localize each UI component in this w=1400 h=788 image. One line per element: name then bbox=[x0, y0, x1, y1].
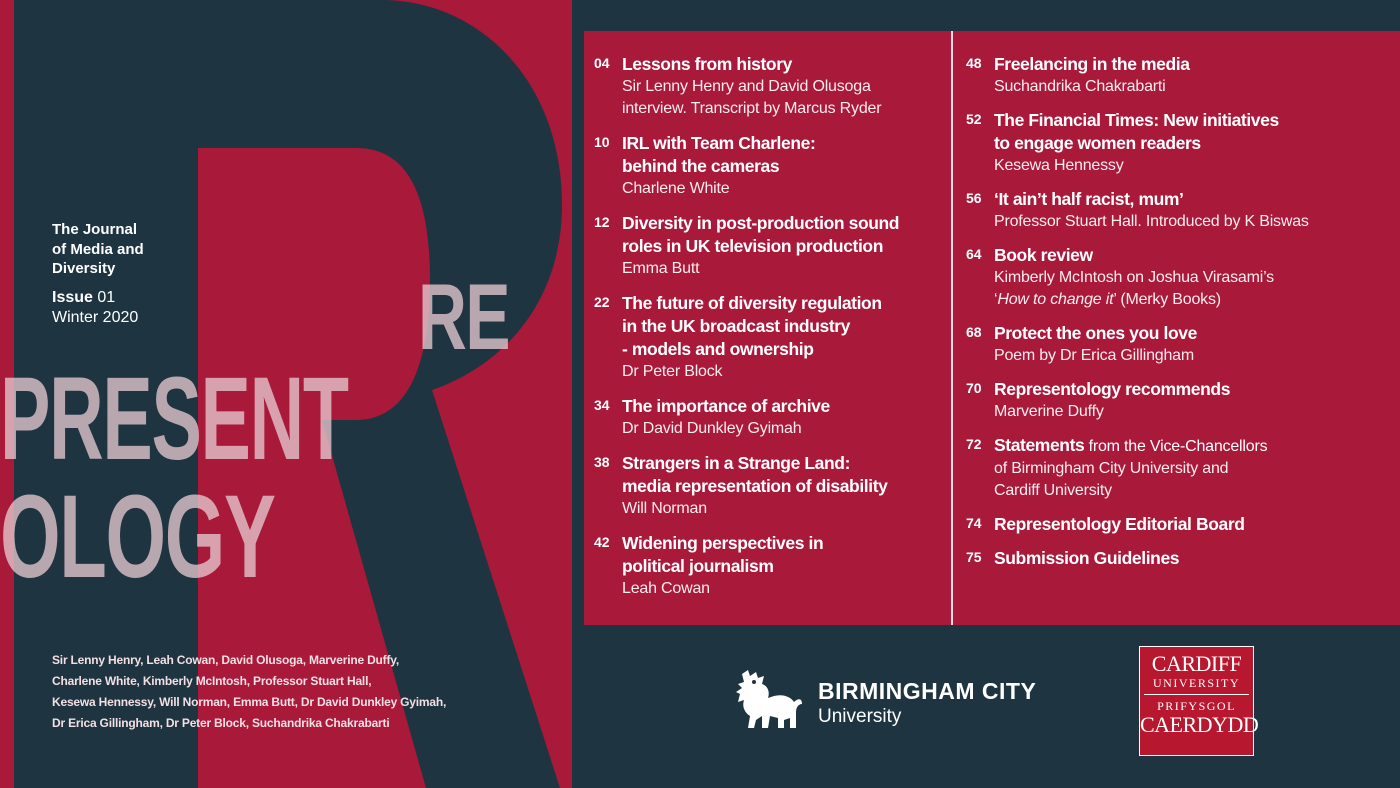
contents-entry[interactable] bbox=[966, 513, 1396, 536]
entry-author: Sir Lenny Henry and David Olusoga bbox=[622, 78, 871, 95]
author-line: Kesewa Hennessy, Will Norman, Emma Butt, Dr David Dunkley Gyimah, bbox=[52, 695, 447, 709]
entry-author: Kesewa Hennessy bbox=[994, 157, 1124, 174]
contents-entry[interactable] bbox=[594, 53, 946, 120]
page-number: 72 bbox=[966, 436, 982, 452]
issue-season: Winter 2020 bbox=[52, 309, 139, 326]
entry-title: ‘It ain’t half racist, mum’ bbox=[994, 189, 1184, 209]
table-of-contents bbox=[584, 31, 1400, 625]
entry-author: Leah Cowan bbox=[622, 580, 710, 597]
contents-entry[interactable] bbox=[966, 109, 1396, 177]
lion-icon bbox=[734, 668, 804, 734]
bcu-name: BIRMINGHAM CITY bbox=[818, 678, 1037, 704]
page-number: 70 bbox=[966, 380, 982, 396]
entry-author: interview. Transcript by Marcus Ryder bbox=[622, 100, 882, 117]
contents-entry[interactable] bbox=[594, 452, 946, 520]
issue-label: Issue bbox=[52, 289, 93, 306]
contents-entry[interactable] bbox=[594, 532, 946, 600]
entry-author: Cardiff University bbox=[994, 482, 1112, 499]
contents-entry[interactable] bbox=[594, 395, 946, 440]
title-re: RE bbox=[418, 264, 510, 369]
entry-title: Book review bbox=[994, 245, 1093, 265]
contents-column-right bbox=[966, 53, 1396, 581]
cardiff-rule bbox=[1144, 694, 1249, 695]
page-number: 75 bbox=[966, 549, 982, 565]
contents-entry[interactable] bbox=[966, 244, 1396, 311]
page-number: 34 bbox=[594, 397, 610, 413]
entry-title bbox=[994, 434, 1396, 458]
author-line: Charlene White, Kimberly McIntosh, Professor Stuart Hall, bbox=[52, 674, 372, 688]
entry-author: Kimberly McIntosh on Joshua Virasami’s bbox=[994, 269, 1274, 286]
entry-title: Diversity in post-production sound bbox=[622, 213, 900, 233]
entry-title: The future of diversity regulation bbox=[622, 293, 882, 313]
title-ology: OLOGY bbox=[0, 471, 275, 603]
entry-title-rest: from the Vice-Chancellors bbox=[1084, 438, 1268, 455]
contents-entry[interactable] bbox=[966, 322, 1396, 367]
journal-subtitle bbox=[52, 220, 144, 279]
entry-title: media representation of disability bbox=[622, 476, 888, 496]
entry-title: Lessons from history bbox=[622, 54, 792, 74]
birmingham-city-university-logo bbox=[734, 668, 1064, 734]
journal-line: Diversity bbox=[52, 260, 116, 277]
cardiff-line: PRIFYSGOL bbox=[1157, 699, 1236, 713]
contents-entry[interactable] bbox=[594, 212, 946, 280]
cardiff-line: CAERDYDD bbox=[1140, 712, 1259, 737]
issue-info bbox=[52, 288, 138, 328]
issue-number: 01 bbox=[97, 289, 116, 306]
author-line: Sir Lenny Henry, Leah Cowan, David Olusoga, Marverine Duffy, bbox=[52, 653, 399, 667]
page-number: 10 bbox=[594, 134, 610, 150]
entry-title: The Financial Times: New initiatives bbox=[994, 110, 1279, 130]
entry-title: political journalism bbox=[622, 556, 774, 576]
entry-author: Professor Stuart Hall. Introduced by K Biswas bbox=[994, 213, 1309, 230]
entry-author: Will Norman bbox=[622, 500, 707, 517]
page-number: 56 bbox=[966, 190, 982, 206]
entry-title: Submission Guidelines bbox=[994, 548, 1180, 568]
contents-entry[interactable] bbox=[966, 547, 1396, 570]
page-number: 22 bbox=[594, 294, 610, 310]
page-number: 74 bbox=[966, 515, 982, 531]
entry-title: behind the cameras bbox=[622, 156, 780, 176]
page-number: 42 bbox=[594, 534, 610, 550]
page-number: 64 bbox=[966, 246, 982, 262]
quote-open: ‘ bbox=[994, 291, 998, 308]
entry-author: Suchandrika Chakrabarti bbox=[994, 78, 1166, 95]
title-present: PRESENT bbox=[0, 353, 348, 485]
entry-title: Widening perspectives in bbox=[622, 533, 824, 553]
bcu-subtitle: University bbox=[818, 706, 902, 727]
entry-author: Marverine Duffy bbox=[994, 403, 1104, 420]
page-number: 12 bbox=[594, 214, 610, 230]
contents-entry[interactable] bbox=[594, 132, 946, 200]
contents-entry[interactable] bbox=[966, 434, 1396, 502]
entry-title: Representology Editorial Board bbox=[994, 514, 1245, 534]
entry-title: to engage women readers bbox=[994, 133, 1201, 153]
entry-title: IRL with Team Charlene: bbox=[622, 133, 816, 153]
contents-entry[interactable] bbox=[966, 378, 1396, 423]
entry-title: Freelancing in the media bbox=[994, 54, 1190, 74]
entry-title: in the UK broadcast industry bbox=[622, 316, 850, 336]
contents-entry[interactable] bbox=[594, 292, 946, 383]
entry-title: The importance of archive bbox=[622, 396, 830, 416]
contents-entry[interactable] bbox=[966, 53, 1396, 98]
entry-author: Emma Butt bbox=[622, 260, 700, 277]
author-list bbox=[52, 650, 522, 734]
book-publisher: ’ (Merky Books) bbox=[1113, 291, 1221, 308]
contents-column-left bbox=[594, 53, 946, 612]
page-number: 52 bbox=[966, 111, 982, 127]
contents-entry[interactable] bbox=[966, 188, 1396, 233]
journal-line: The Journal bbox=[52, 221, 138, 238]
entry-title: - models and ownership bbox=[622, 339, 814, 359]
journal-line: of Media and bbox=[52, 240, 144, 258]
author-line: Dr Erica Gillingham, Dr Peter Block, Suchandrika Chakrabarti bbox=[52, 716, 390, 730]
entry-title: Strangers in a Strange Land: bbox=[622, 453, 851, 473]
column-divider bbox=[951, 31, 953, 625]
entry-author: Dr David Dunkley Gyimah bbox=[622, 420, 802, 437]
entry-author: Poem by Dr Erica Gillingham bbox=[994, 347, 1194, 364]
cardiff-line: UNIVERSITY bbox=[1153, 676, 1240, 690]
entry-title: roles in UK television production bbox=[622, 236, 883, 256]
entry-author: Charlene White bbox=[622, 180, 730, 197]
page-number: 68 bbox=[966, 324, 982, 340]
entry-author: Dr Peter Block bbox=[622, 363, 723, 380]
entry-title-bold: Statements bbox=[994, 435, 1085, 455]
book-title: How to change it bbox=[997, 291, 1114, 308]
cardiff-university-logo bbox=[1139, 646, 1259, 756]
page-number: 04 bbox=[594, 55, 610, 71]
entry-title: Protect the ones you love bbox=[994, 323, 1197, 343]
page-number: 48 bbox=[966, 55, 982, 71]
entry-author: of Birmingham City University and bbox=[994, 460, 1229, 477]
entry-title: Representology recommends bbox=[994, 379, 1231, 399]
book-reference bbox=[994, 289, 1396, 311]
cover-panel bbox=[0, 0, 572, 788]
cardiff-line: CARDIFF bbox=[1151, 651, 1242, 676]
page-number: 38 bbox=[594, 454, 610, 470]
